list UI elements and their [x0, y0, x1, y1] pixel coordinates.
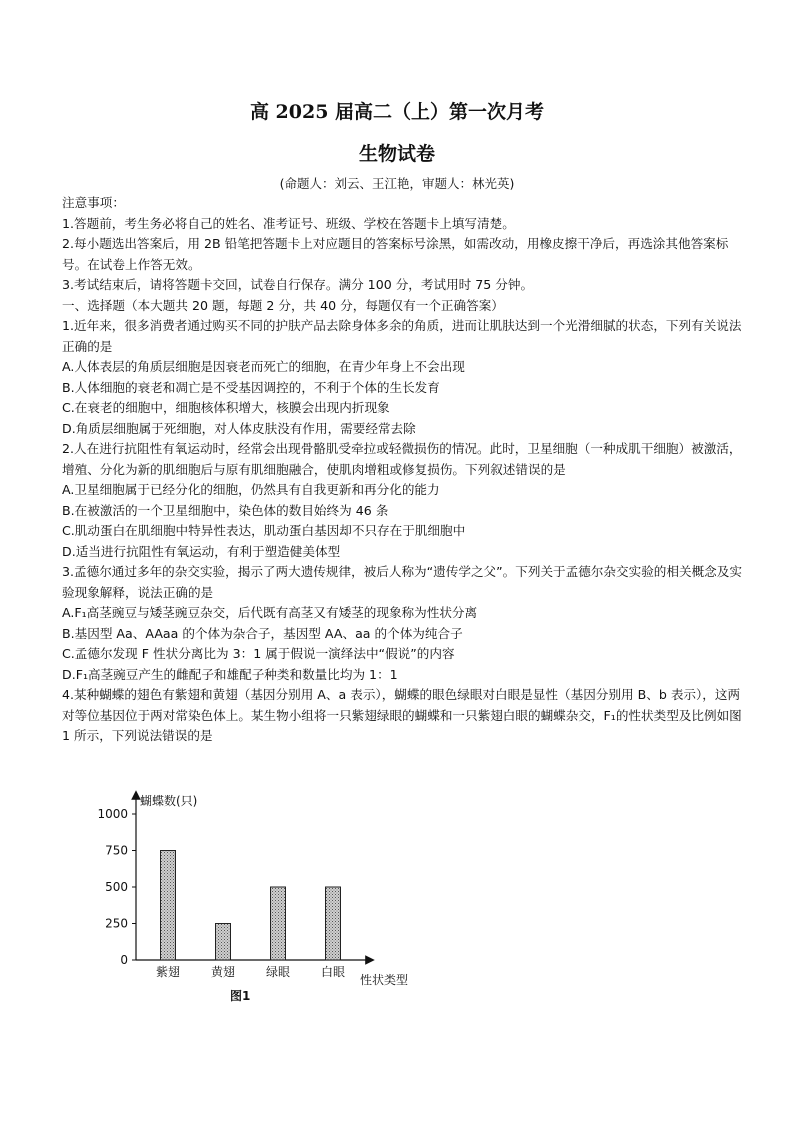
question-stem: 3.孟德尔通过多年的杂交实验，揭示了两大遗传规律，被后人称为“遗传学之父”。下列关于孟德尔杂交实验的相关概念及实验现象解释，说法正确的是 [62, 564, 742, 600]
section-heading: 一、选择题（本大题共 20 题，每题 2 分，共 40 分，每题仅有一个正确答案） [62, 297, 504, 313]
y-axis-label: 蝴蝶数(只) [140, 794, 198, 808]
question-option: B.在被激活的一个卫星细胞中，染色体的数目始终为 46 条 [62, 502, 389, 518]
question-option: B.基因型 Aa、AAaa 的个体为杂合子，基因型 AA、aa 的个体为纯合子 [62, 625, 463, 641]
bar-1 [216, 924, 231, 961]
bar-2 [271, 887, 286, 960]
question-option: A.人体表层的角质层细胞是因衰老而死亡的细胞，在青少年身上不会出现 [62, 359, 465, 374]
exam-title: 高 2025 届高二（上）第一次月考 [249, 101, 545, 123]
y-tick-label: 750 [105, 843, 128, 858]
y-tick-label: 1000 [97, 807, 128, 821]
x-tick-label: 黄翅 [210, 965, 236, 979]
figure-1 [80, 783, 440, 1023]
question-option: A.卫星细胞属于已经分化的细胞，仍然具有自我更新和再分化的能力 [62, 482, 440, 497]
y-ticks [97, 807, 136, 967]
question-option: C.肌动蛋白在肌细胞中特异性表达，肌动蛋白基因却不只存在于肌细胞中 [62, 523, 466, 538]
x-tick-label: 绿眼 [265, 965, 291, 979]
figure-caption: 图1 [230, 989, 251, 1003]
question-stem: 4.某种蝴蝶的翅色有紫翅和黄翅（基因分别用 A、a 表示），蝴蝶的眼色绿眼对白眼是显性（基因分别用 B、b 表示），这两对等位基因位于两对常染色体上。某生物小组将一只紫翅绿眼的蝴蝶和一只紫翅白眼的蝴蝶杂交，F₁的性状类型及比例如图 1 所示，下列说法错误的是 [62, 687, 742, 743]
question-option: C.在衰老的细胞中，细胞核体积增大，核膜会出现内折现象 [62, 400, 390, 415]
question-stem: 1.近年来，很多消费者通过购买不同的护肤产品去除身体多余的角质，进而让肌肤达到一个光滑细腻的状态，下列有关说法正确的是 [62, 318, 742, 354]
x-tick-labels [156, 964, 345, 979]
x-tick-label: 紫翅 [155, 965, 181, 979]
note-item: 3.考试结束后，请将答题卡交回，试卷自行保存。满分 100 分，考试用时 75 分钟。 [62, 277, 534, 292]
y-tick-label: 500 [105, 880, 128, 894]
question-option: D.F₁高茎豌豆产生的雌配子和雄配子种类和数量比均为 1：1 [62, 666, 398, 682]
notes-heading: 注意事项： [62, 195, 125, 210]
question-stem: 2.人在进行抗阻性有氧运动时，经常会出现骨骼肌受牵拉或轻微损伤的情况。此时，卫星细胞（一种成肌干细胞）被激活，增殖、分化为新的肌细胞后与原有肌细胞融合，使肌肉增粗或修复损伤。下列叙述错误的是 [62, 441, 742, 477]
question-option: D.角质层细胞属于死细胞，对人体皮肤没有作用，需要经常去除 [62, 420, 416, 436]
subject-title: 生物试卷 [358, 143, 435, 165]
question-option: B.人体细胞的衰老和凋亡是不受基因调控的，不利于个体的生长发育 [62, 379, 440, 395]
bars [161, 851, 341, 961]
note-item: 1.答题前，考生务必将自己的姓名、准考证号、班级、学校在答题卡上填写清楚。 [62, 215, 515, 231]
question-option: C.孟德尔发现 F 性状分离比为 3：1 属于假说一演绎法中“假说”的内容 [62, 646, 455, 661]
bar-chart [80, 783, 440, 1023]
x-axis-label: 性状类型 [360, 973, 409, 987]
question-option: A.F₁高茎豌豆与矮茎豌豆杂交，后代既有高茎又有矮茎的现象称为性状分离 [62, 605, 478, 620]
bar-0 [161, 851, 176, 961]
bar-3 [326, 887, 341, 960]
note-item: 2.每小题选出答案后，用 2B 铅笔把答题卡上对应题目的答案标号涂黑，如需改动，用橡皮擦干净后，再选涂其他答案标号。在试卷上作答无效。 [62, 236, 729, 272]
authors-line: (命题人：刘云、王江艳，审题人：林光英) [279, 176, 515, 191]
question-option: D.适当进行抗阻性有氧运动，有利于塑造健美体型 [62, 543, 341, 559]
exam-body [62, 193, 752, 747]
y-tick-label: 0 [120, 953, 128, 967]
y-tick-label: 250 [105, 916, 128, 931]
x-tick-label: 白眼 [320, 965, 346, 979]
